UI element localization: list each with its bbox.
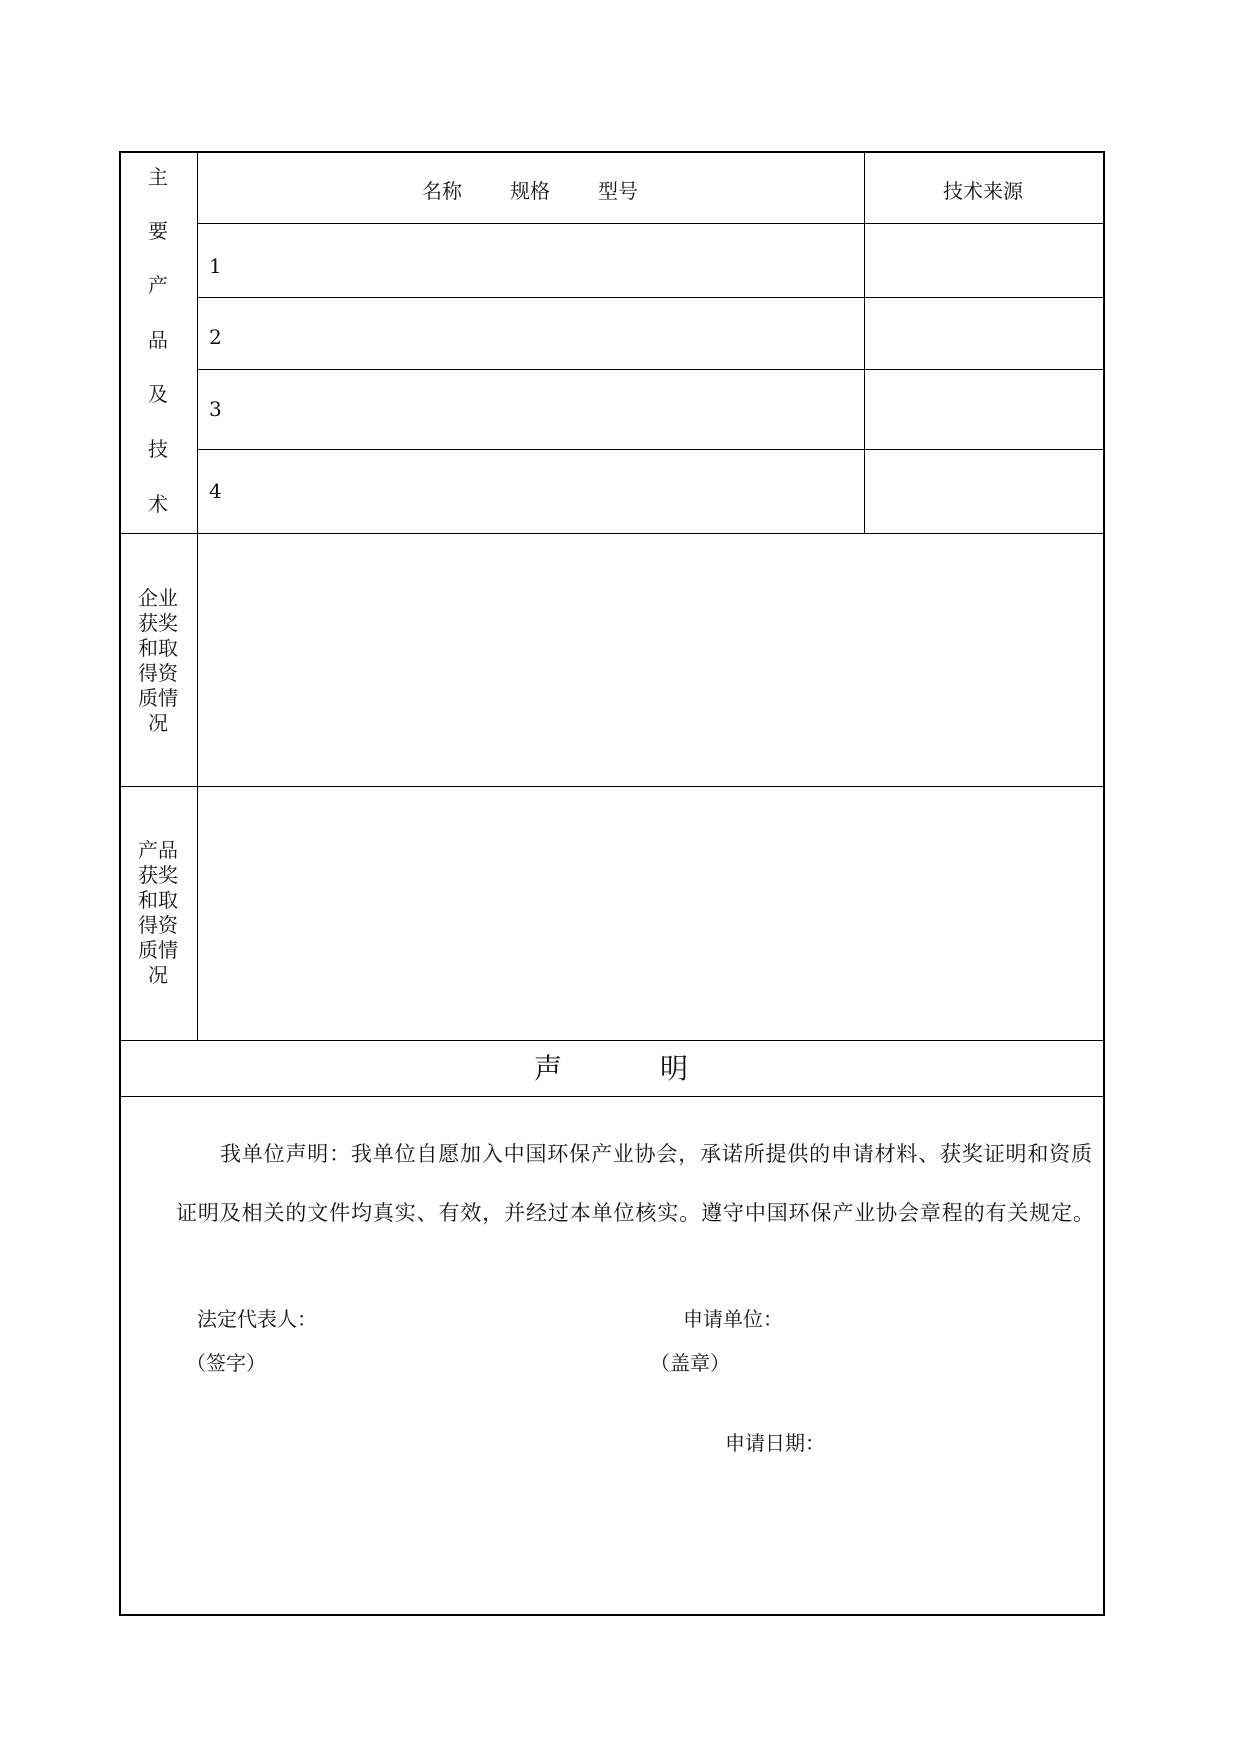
sign-note: （签字） [186,1351,266,1375]
seal-note: （盖章） [650,1351,730,1375]
label-column-divider [197,151,198,1040]
declaration-title-char: 声 [534,1052,563,1085]
row-number: 1 [209,254,222,278]
side-label-char: 主 [148,165,168,189]
declaration-line-2: 证明及相关的文件均真实、有效，并经过本单位核实。遵守中国环保产业协会章程的有关规定。 [176,1201,1094,1225]
label-line: 产品 [138,838,178,862]
row-number: 2 [209,325,222,349]
declaration-line-1: 我单位声明：我单位自愿加入中国环保产业协会，承诺所提供的申请材料、获奖证明和资质 [220,1142,1092,1166]
header-name: 名称 [422,179,462,203]
label-line: 企业 [138,586,178,610]
label-line: 和取 [138,636,178,660]
table-border-bottom [119,1614,1105,1616]
header-spec: 规格 [510,179,550,203]
label-line: 质情 [138,938,178,962]
section-divider [119,1040,1105,1041]
row-divider [197,449,1104,450]
enterprise-awards-field[interactable] [199,535,1102,785]
label-line: 获奖 [138,863,178,887]
label-line: 况 [148,711,168,735]
declaration-title-char: 明 [660,1052,689,1085]
tech-column-divider [864,151,865,533]
label-line: 况 [148,963,168,987]
row-divider [197,369,1104,370]
table-border-right [1103,151,1105,1616]
side-label-char: 技 [148,437,168,461]
row-divider [197,223,1104,224]
side-label-char: 产 [148,273,168,297]
row-number: 3 [209,397,222,421]
legal-rep-label: 法定代表人： [197,1307,317,1331]
side-label-char: 品 [148,328,168,352]
section-divider [119,786,1105,787]
header-model: 型号 [598,179,638,203]
row-number: 4 [209,479,222,503]
row-divider [197,297,1104,298]
applicant-label: 申请单位： [683,1307,783,1331]
table-border-top [119,151,1105,153]
label-line: 和取 [138,888,178,912]
side-label-char: 要 [148,219,168,243]
label-line: 质情 [138,686,178,710]
product-awards-field[interactable] [199,788,1102,1038]
header-tech-source: 技术来源 [943,179,1023,203]
label-line: 得资 [138,913,178,937]
side-label-char: 及 [148,382,168,406]
enterprise-awards-label [119,586,197,736]
label-line: 获奖 [138,611,178,635]
label-line: 得资 [138,661,178,685]
side-label-char: 术 [148,492,168,516]
section-divider [119,533,1105,534]
product-awards-label [119,838,197,988]
date-label: 申请日期： [725,1431,825,1455]
section-divider [119,1096,1105,1097]
